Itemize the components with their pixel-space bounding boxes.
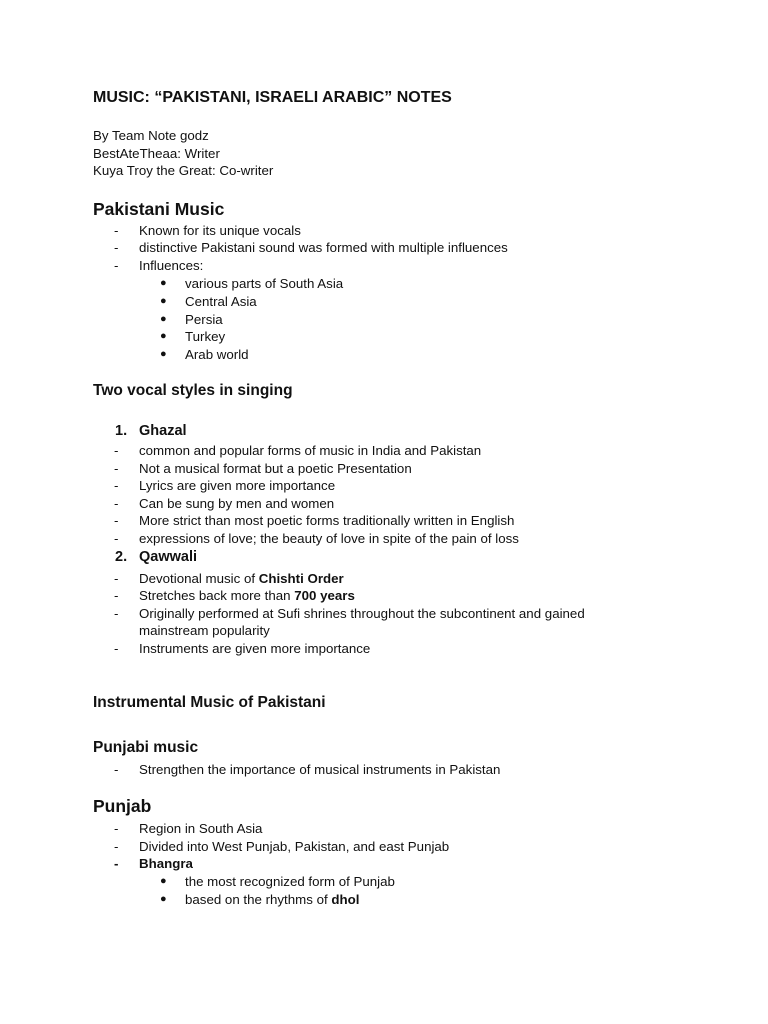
influence-item: Persia bbox=[185, 312, 223, 327]
bullet-marker: ● bbox=[160, 295, 167, 307]
dash-marker: - bbox=[114, 496, 119, 511]
list-item: Region in South Asia bbox=[139, 821, 263, 836]
heading-vocal-styles: Two vocal styles in singing bbox=[93, 382, 293, 399]
list-item-bhangra: Bhangra bbox=[139, 856, 193, 871]
credit-cowriter: Kuya Troy the Great: Co-writer bbox=[93, 163, 274, 178]
dash-marker: - bbox=[114, 478, 119, 493]
list-item: Can be sung by men and women bbox=[139, 496, 335, 511]
dash-marker: - bbox=[114, 258, 119, 273]
dash-marker: - bbox=[114, 856, 119, 871]
list-item: Strengthen the importance of musical instruments in Pakistan bbox=[139, 762, 501, 777]
bullet-marker: ● bbox=[160, 893, 167, 905]
influence-item: Arab world bbox=[185, 347, 249, 362]
dash-marker: - bbox=[114, 240, 119, 255]
dash-marker: - bbox=[114, 513, 119, 528]
list-number: 1. bbox=[115, 423, 128, 439]
subheading-ghazal: Ghazal bbox=[139, 423, 187, 439]
item-text: Devotional music of bbox=[139, 571, 259, 586]
credit-writer: BestAteTheaa: Writer bbox=[93, 146, 220, 161]
influence-item: various parts of South Asia bbox=[185, 276, 344, 291]
bhangra-item: the most recognized form of Punjab bbox=[185, 874, 395, 889]
dash-marker: - bbox=[114, 641, 119, 656]
list-number: 2. bbox=[115, 549, 128, 565]
dash-marker: - bbox=[114, 821, 119, 836]
subheading-qawwali: Qawwali bbox=[139, 549, 198, 565]
bullet-marker: ● bbox=[160, 313, 167, 325]
heading-instrumental: Instrumental Music of Pakistani bbox=[93, 694, 326, 711]
item-text: based on the rhythms of bbox=[185, 892, 332, 907]
dash-marker: - bbox=[114, 762, 119, 777]
influence-item: Turkey bbox=[185, 329, 226, 344]
heading-punjabi-music: Punjabi music bbox=[93, 739, 199, 756]
list-item-continuation: mainstream popularity bbox=[139, 623, 270, 638]
list-item: expressions of love; the beauty of love in spite of the pain of loss bbox=[139, 531, 519, 546]
influence-item: Central Asia bbox=[185, 294, 257, 309]
bullet-marker: ● bbox=[160, 348, 167, 360]
list-item: Not a musical format but a poetic Presentation bbox=[139, 461, 412, 476]
item-bold-text: Chishti Order bbox=[258, 571, 344, 586]
list-item: More strict than most poetic forms traditionally written in English bbox=[139, 513, 515, 528]
bullet-marker: ● bbox=[160, 277, 167, 289]
list-item: Divided into West Punjab, Pakistan, and east Punjab bbox=[139, 839, 450, 854]
item-bold-text: dhol bbox=[331, 892, 360, 907]
bullet-marker: ● bbox=[160, 330, 167, 342]
document-title: MUSIC: “PAKISTANI, ISRAELI ARABIC” NOTES bbox=[93, 89, 452, 106]
dash-marker: - bbox=[114, 223, 119, 238]
dash-marker: - bbox=[114, 571, 119, 586]
list-item: Lyrics are given more importance bbox=[139, 478, 336, 493]
bullet-marker: ● bbox=[160, 875, 167, 887]
list-item: distinctive Pakistani sound was formed with multiple influences bbox=[139, 240, 508, 255]
item-bold-text: 700 years bbox=[294, 588, 355, 603]
dash-marker: - bbox=[114, 531, 119, 546]
bhangra-item bbox=[185, 891, 359, 908]
dash-marker: - bbox=[114, 461, 119, 476]
dash-marker: - bbox=[114, 443, 119, 458]
heading-punjab: Punjab bbox=[93, 796, 152, 816]
list-item bbox=[139, 570, 344, 587]
list-item bbox=[139, 587, 355, 604]
heading-pakistani-music: Pakistani Music bbox=[93, 199, 225, 219]
list-item: Influences: bbox=[139, 258, 204, 273]
list-item: Known for its unique vocals bbox=[139, 223, 301, 238]
dash-marker: - bbox=[114, 839, 119, 854]
dash-marker: - bbox=[114, 588, 119, 603]
list-item: Originally performed at Sufi shrines throughout the subcontinent and gained bbox=[139, 606, 585, 621]
dash-marker: - bbox=[114, 606, 119, 621]
list-item: Instruments are given more importance bbox=[139, 641, 371, 656]
item-text: Stretches back more than bbox=[139, 588, 295, 603]
list-item: common and popular forms of music in India and Pakistan bbox=[139, 443, 482, 458]
credit-team: By Team Note godz bbox=[93, 128, 209, 143]
